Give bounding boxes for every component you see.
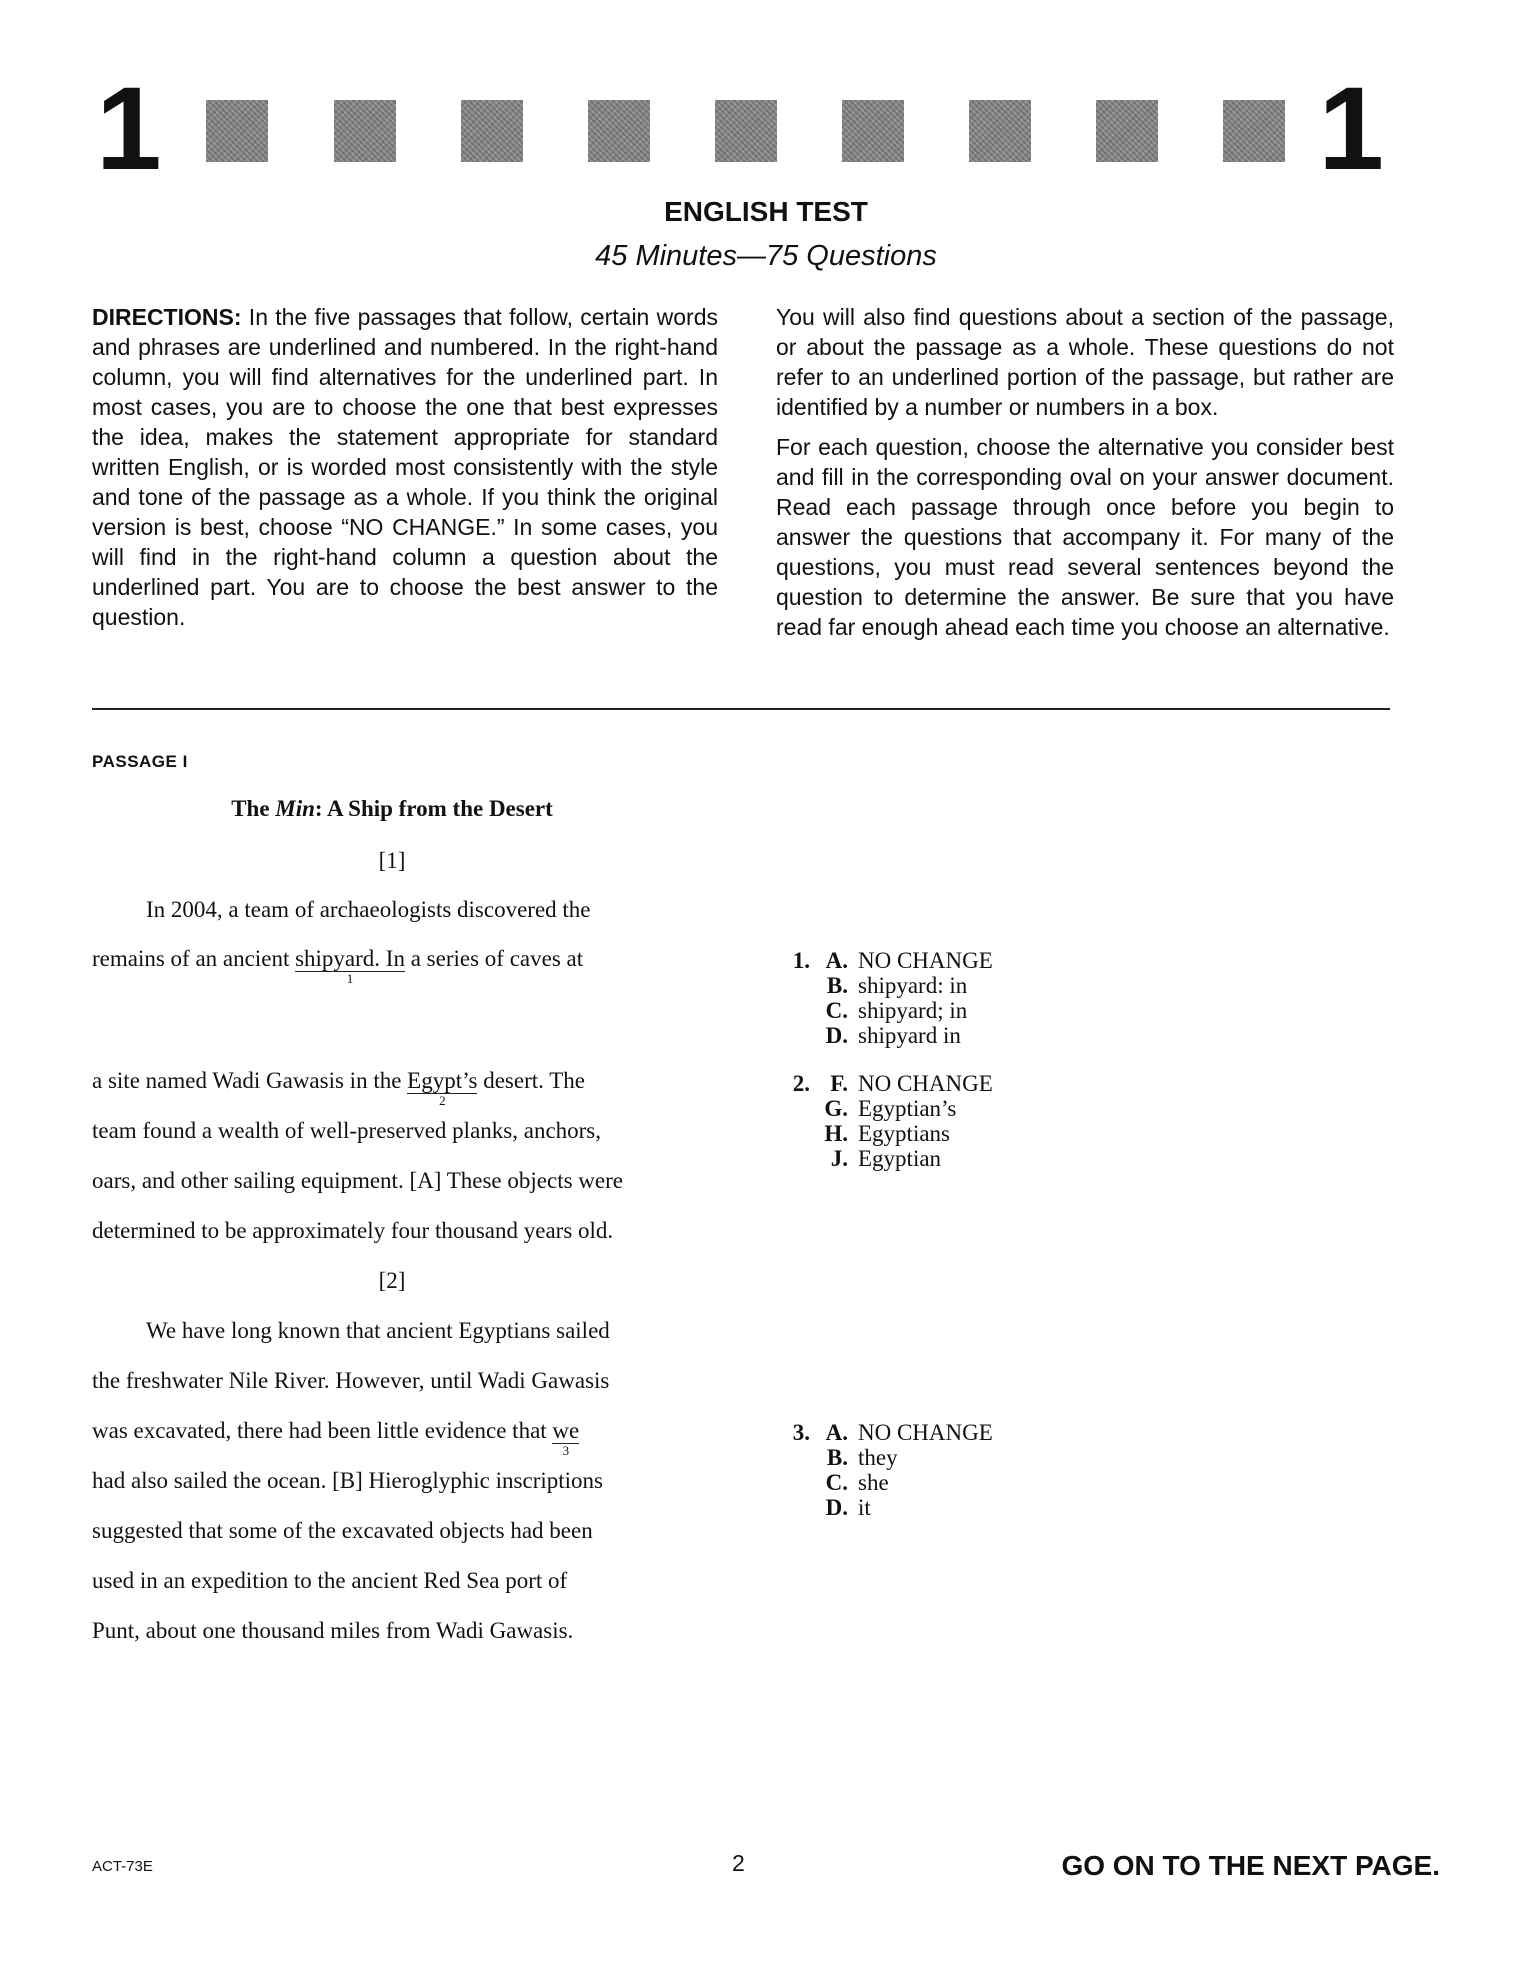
passage-line: determined to be approximately four thousand years old.: [92, 1218, 614, 1243]
page-number: 2: [732, 1850, 745, 1876]
option-letter: D.: [825, 1495, 848, 1520]
option-text[interactable]: NO CHANGE: [858, 948, 993, 973]
option-letter: B.: [826, 1445, 848, 1470]
decorative-square: [461, 100, 523, 162]
decorative-square: [842, 100, 904, 162]
form-code: ACT-73E: [92, 1858, 153, 1875]
passage-line: a site named Wadi Gawasis in the Egypt’s 2 desert. The: [92, 1068, 585, 1108]
passage-title: The Min: A Ship from the Desert: [231, 796, 553, 821]
option-text[interactable]: Egyptians: [858, 1121, 950, 1146]
passage-line: Punt, about one thousand miles from Wadi Gawasis.: [92, 1618, 574, 1643]
passage-line: In 2004, a team of archaeologists discovered the: [146, 897, 591, 922]
option-letter: A.: [825, 948, 848, 973]
option-letter: C.: [825, 1470, 848, 1495]
question-number: 3.: [792, 1420, 810, 1445]
decorative-square: [206, 100, 268, 162]
passage-line: oars, and other sailing equipment. [A] These objects were: [92, 1168, 623, 1193]
underlined-portion-2: Egypt’s 2: [407, 1068, 478, 1108]
passage-line: suggested that some of the excavated objects had been: [92, 1518, 593, 1543]
section-divider: [92, 708, 1390, 710]
option-letter: C.: [825, 998, 848, 1023]
question-1: [770, 948, 993, 1048]
option-text[interactable]: Egyptian: [858, 1146, 942, 1171]
directions-left: [92, 302, 718, 632]
decorative-square: [1096, 100, 1158, 162]
go-on-instruction: GO ON TO THE NEXT PAGE.: [1061, 1850, 1440, 1881]
passage-line: was excavated, there had been little evidence that we 3: [92, 1418, 580, 1458]
option-text[interactable]: Egyptian’s: [858, 1096, 957, 1121]
section-number-left: 1: [96, 63, 162, 195]
option-text[interactable]: it: [858, 1495, 871, 1520]
underlined-portion-1: shipyard. In 1: [295, 946, 405, 986]
decorative-square: [588, 100, 650, 162]
passage-line: had also sailed the ocean. [B] Hieroglyphic inscriptions: [92, 1468, 603, 1493]
option-text[interactable]: NO CHANGE: [858, 1420, 993, 1445]
option-text[interactable]: shipyard in: [858, 1023, 961, 1048]
passage-line: team found a wealth of well-preserved planks, anchors,: [92, 1118, 602, 1143]
decorative-square: [1223, 100, 1285, 162]
directions-right-para-2: For each question, choose the alternative you consider best and fill in the corresponding oval on your answer document. Read each passage through once before you begin to answer the questions that accompany it. For many of the questions, you must read several sentences beyond the question to determine the answer. Be sure that you have read far enough ahead each time you choose an alternative.: [776, 434, 1394, 640]
option-letter: F.: [830, 1071, 848, 1096]
decorative-square: [334, 100, 396, 162]
option-letter: A.: [825, 1420, 848, 1445]
directions-right-para-1: You will also find questions about a section of the passage, or about the passage as a whole. These questions do not refer to an underlined portion of the passage, but rather are identified by a number or numbers in a box.: [776, 304, 1394, 420]
paragraph-number: [1]: [378, 848, 406, 873]
ship-name: Min: [275, 796, 315, 821]
option-letter: G.: [824, 1096, 848, 1121]
section-number-right: 1: [1318, 63, 1384, 195]
passage-line: remains of an ancient shipyard. In 1 a series of caves at: [92, 946, 584, 986]
question-3: [770, 1420, 993, 1520]
option-text[interactable]: shipyard; in: [858, 998, 968, 1023]
directions-label: DIRECTIONS:: [92, 304, 242, 330]
question-number: 2.: [792, 1071, 810, 1096]
passage-label: PASSAGE I: [92, 752, 188, 771]
directions-right: [776, 302, 1394, 652]
option-text[interactable]: she: [858, 1470, 889, 1495]
option-text[interactable]: NO CHANGE: [858, 1071, 993, 1096]
passage-line: used in an expedition to the ancient Red Sea port of: [92, 1568, 568, 1593]
question-2: [770, 1071, 993, 1171]
test-title: ENGLISH TEST: [664, 196, 868, 227]
option-text[interactable]: shipyard: in: [858, 973, 968, 998]
directions-left-text: In the five passages that follow, certain words and phrases are underlined and numbered. In the right-hand column, you will find alternatives for the underlined part. In most cases, you are to choose the one that best expresses the idea, makes the statement appropriate for standard written English, or is worded most consistently with the style and tone of the passage as a whole. If you think the original version is best, choose “NO CHANGE.” In some cases, you will find in the right-hand column a question about the underlined part. You are to choose the best answer to the question.: [92, 304, 718, 630]
paragraph-number: [2]: [378, 1268, 406, 1293]
passage-line: We have long known that ancient Egyptians sailed: [146, 1318, 610, 1343]
option-text[interactable]: they: [858, 1445, 898, 1470]
option-letter: D.: [825, 1023, 848, 1048]
underlined-portion-3: we 3: [552, 1418, 580, 1458]
test-subtitle: 45 Minutes—75 Questions: [595, 240, 937, 272]
passage-line: the freshwater Nile River. However, until Wadi Gawasis: [92, 1368, 610, 1393]
question-number: 1.: [792, 948, 810, 973]
decorative-square: [969, 100, 1031, 162]
option-letter: H.: [824, 1121, 848, 1146]
option-letter: B.: [826, 973, 848, 998]
option-letter: J.: [830, 1146, 848, 1171]
decorative-square: [715, 100, 777, 162]
